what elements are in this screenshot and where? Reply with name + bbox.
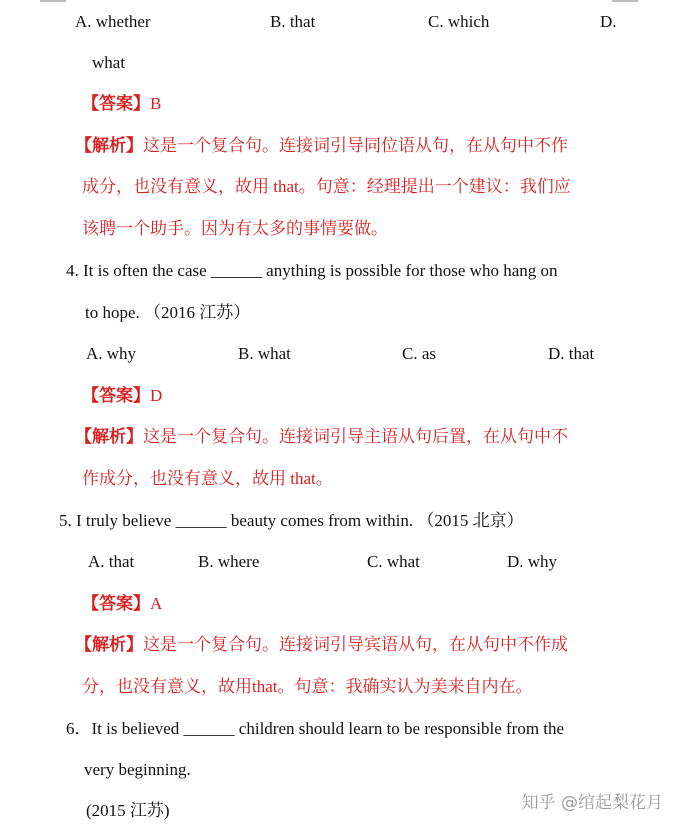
- q3-option-c: C. which: [428, 12, 490, 31]
- q3-answer: [82, 93, 161, 115]
- q3-analysis-line-3: 该聘一个助手。因为有太多的事情要做。: [82, 219, 388, 238]
- q3-option-b: B. that: [270, 12, 316, 31]
- q4-option-c: C. as: [402, 344, 436, 363]
- q3-analysis-label: 【解析】: [75, 136, 143, 155]
- q3-option-d: D.: [600, 12, 617, 31]
- q4-answer-value: D: [150, 386, 163, 405]
- q3-answer-value: B: [150, 94, 162, 113]
- q5-answer: [82, 593, 162, 615]
- q3-analysis-line-2: 成分，也没有意义，故用 that。句意：经理提出一个建议：我们应: [82, 177, 571, 196]
- q4-option-b: B. what: [238, 344, 291, 363]
- q4-analysis-line-1: [75, 426, 568, 448]
- q5-option-c: C. what: [367, 552, 420, 571]
- q4-answer-label: 【答案】: [82, 386, 150, 405]
- q5-analysis-line-1: [75, 634, 568, 656]
- q5-option-d: D. why: [507, 552, 558, 571]
- q4-analysis-line-2: 作成分，也没有意义，故用 that。: [82, 469, 333, 488]
- q6-source: (2015 江苏): [86, 801, 170, 820]
- q4-option-d: D. that: [548, 344, 595, 363]
- q4-analysis-text-1: 这是一个复合句。连接词引导主语从句后置，在从句中不: [143, 427, 568, 446]
- q5-option-a: A. that: [88, 552, 135, 571]
- q4-stem-line-2: to hope. （2016 江苏）: [85, 303, 251, 322]
- q4-stem-line-1: 4. It is often the case ______ anything is possible for those who hang on: [66, 261, 558, 280]
- q5-analysis-line-2: 分，也没有意义，故用that。句意：我确实认为美来自内在。: [82, 677, 533, 696]
- q6-stem-line-2: very beginning.: [84, 760, 191, 779]
- zhihu-watermark: 知乎 @绾起梨花月: [521, 793, 663, 813]
- q5-analysis-label: 【解析】: [75, 635, 143, 654]
- page-corner-mark-left: [40, 0, 66, 2]
- q4-option-a: A. why: [86, 344, 137, 363]
- page-corner-mark-right: [612, 0, 638, 2]
- q3-answer-label: 【答案】: [82, 94, 150, 113]
- q3-analysis-text-1: 这是一个复合句。连接词引导同位语从句，在从句中不作: [143, 136, 568, 155]
- q5-analysis-text-1: 这是一个复合句。连接词引导宾语从句，在从句中不作成: [143, 635, 568, 654]
- q5-answer-label: 【答案】: [82, 594, 150, 613]
- q4-analysis-label: 【解析】: [75, 427, 143, 446]
- q5-stem: 5. I truly believe ______ beauty comes from within. （2015 北京）: [59, 511, 524, 530]
- q5-answer-value: A: [150, 594, 163, 613]
- q4-answer: [82, 385, 162, 407]
- q3-option-d-continued: what: [92, 53, 126, 72]
- q3-option-a: A. whether: [75, 12, 151, 31]
- q6-stem-line-1: 6．It is believed ______ children should learn to be responsible from the: [66, 719, 565, 738]
- q5-option-b: B. where: [198, 552, 260, 571]
- q3-analysis-line-1: [75, 135, 568, 157]
